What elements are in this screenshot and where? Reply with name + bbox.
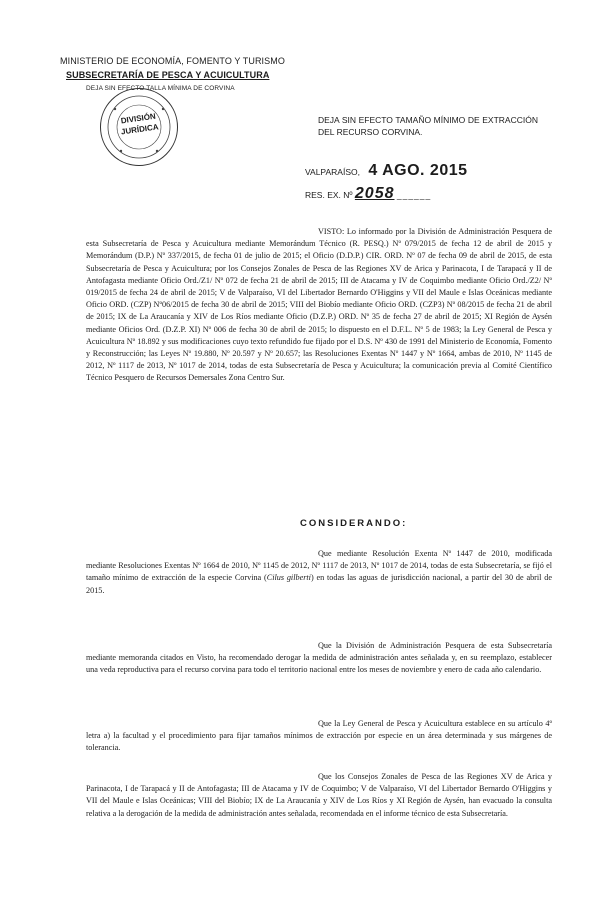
division-juridica-stamp bbox=[100, 88, 178, 166]
ministry-name: MINISTERIO DE ECONOMÍA, FOMENTO Y TURISMO bbox=[60, 56, 285, 66]
reference-line: DEJA SIN EFECTO TALLA MÍNIMA DE CORVINA bbox=[86, 85, 235, 92]
resolution-label: RES. EX. Nº bbox=[305, 190, 353, 200]
resolution-number-value: 2058 bbox=[354, 185, 395, 202]
p1-text-after: ) en todas las aguas de jurisdicción nacional, a partir del 30 de abril de 2015. bbox=[86, 573, 552, 595]
document-subject: DEJA SIN EFECTO TAMAÑO MÍNIMO DE EXTRACCIÓN DEL RECURSO CORVINA. bbox=[318, 115, 538, 137]
considerando-paragraph-2: Que la División de Administración Pesquera de esta Subsecretaría mediante memoranda citados en Visto, ha recomendado derogar la medida de administración antes señalada y, en su reemplazo, establecer una veda reproductiva para el recurso corvina para todo el territorio nacional entre los meses de noviembre y enero de cada año calendario. bbox=[86, 641, 552, 675]
visto-paragraph: VISTO: Lo informado por la División de Administración Pesquera de esta Subsecretaría de Pesca y Acuicultura mediante Memorándum Técnico (R. PESQ.) Nº 079/2015 de fecha 12 de abril de 2015 y Memorándum (D.P.) Nº 337/2015, de fecha 01 de julio de 2015; el Oficio (D.D.P.) CIR. ORD. Nº 07 de fecha 09 de abril de 2015, de esta Subsecretaría de Pesca y Acuicultura; por los Consejos Zonales de Pesca de las Regiones XV de Arica y Parinacota, I de Tarapacá y II de Antofagasta mediante Oficio Ord./Z1/ Nº 072 de fecha 21 de abril de 2015; III de Atacama y IV de Coquimbo mediante Oficio Ord./Z2/ Nº 019/2015 de fecha 24 de abril de 2015; V de Valparaíso, VI del Libertador Bernardo O'Higgins y VII del Maule e Islas Oceánicas mediante Oficio ORD. (CZP) Nº06/2015 de fecha 30 de abril de 2015; VIII del Biobío mediante Oficio ORD. (CZP3) Nº 08/2015 de fecha 21 de abril de 2015; IX de La Araucanía y XIV de Los Ríos mediante Oficio (D.Z.P.) ORD. Nº 35 de fecha 27 de abril de 2015; XI Región de Aysén mediante Oficios Ord. (D.Z.P. XI) Nº 006 de fecha 30 de abril de 2015; lo dispuesto en el D.F.L. Nº 5 de 1983; la Ley General de Pesca y Acuicultura Nº 18.892 y sus modificaciones cuyo texto refundido fue fijado por el D.S. Nº 430 de 1991 del Ministerio de Economía, Fomento y Reconstrucción; las Leyes Nº 19.880, Nº 20.597 y Nº 20.657; las Resoluciones Exentas Nº 1447 y Nº 1664, ambas de 2010, Nº 1145 de 2012, Nº 1117 de 2013, Nº 1017 de 2014, todas de esta Subsecretaría de Pesca y Acuicultura; la comunicación previa al Comité Científico Técnico Pesquero de Recursos Demersales Zona Centro Sur. bbox=[86, 227, 552, 383]
document-date bbox=[305, 162, 468, 180]
subsecretaria-name: SUBSECRETARÍA DE PESCA Y ACUICULTURA bbox=[66, 70, 270, 80]
considerando-paragraph-1 bbox=[86, 548, 552, 597]
considerando-paragraph-3: Que la Ley General de Pesca y Acuicultura establece en su artículo 4º letra a) la facultad y el procedimiento para fijar tamaños mínimos de extracción por especie en un área determinada y sus márgenes de tolerancia. bbox=[86, 719, 552, 753]
considerando-heading: CONSIDERANDO: bbox=[300, 518, 408, 529]
resolution-underline: ______ bbox=[396, 190, 432, 200]
resolution-number bbox=[305, 185, 431, 203]
date-place: VALPARAÍSO, bbox=[305, 167, 360, 177]
stamp-line-1: DIVISIÓN bbox=[120, 111, 157, 126]
stamp-line-2: JURÍDICA bbox=[120, 122, 160, 137]
considerando-paragraph-4: Que los Consejos Zonales de Pesca de las Regiones XV de Arica y Parinacota, I de Tarapacá y II de Antofagasta; III de Atacama y IV de Coquimbo; V de Valparaíso, VI del Libertador Bernardo O'Higgins y VII del Maule e Islas Oceánicas; VIII del Biobío; IX de La Araucanía y XIV de Los Ríos y XI Región de Aysén, han evacuado la consulta relativa a la derogación de la medida de administración antes señalada, recomendada en el informe técnico de esta Subsecretaría. bbox=[86, 772, 552, 818]
p1-text-before: Que mediante Resolución Exenta Nº 1447 de 2010, modificada mediante Resoluciones Exentas Nº 1664 de 2010, Nº 1145 de 2012, Nº 1117 de 2013, Nº 1017 de 2014, todas de esta Subsecretaría, se fijó el tamaño mínimo de extracción de la especie Corvina ( bbox=[86, 549, 552, 583]
date-handwritten: 4 AGO. 2015 bbox=[368, 162, 468, 179]
species-name: Cilus gilberti bbox=[266, 573, 311, 583]
